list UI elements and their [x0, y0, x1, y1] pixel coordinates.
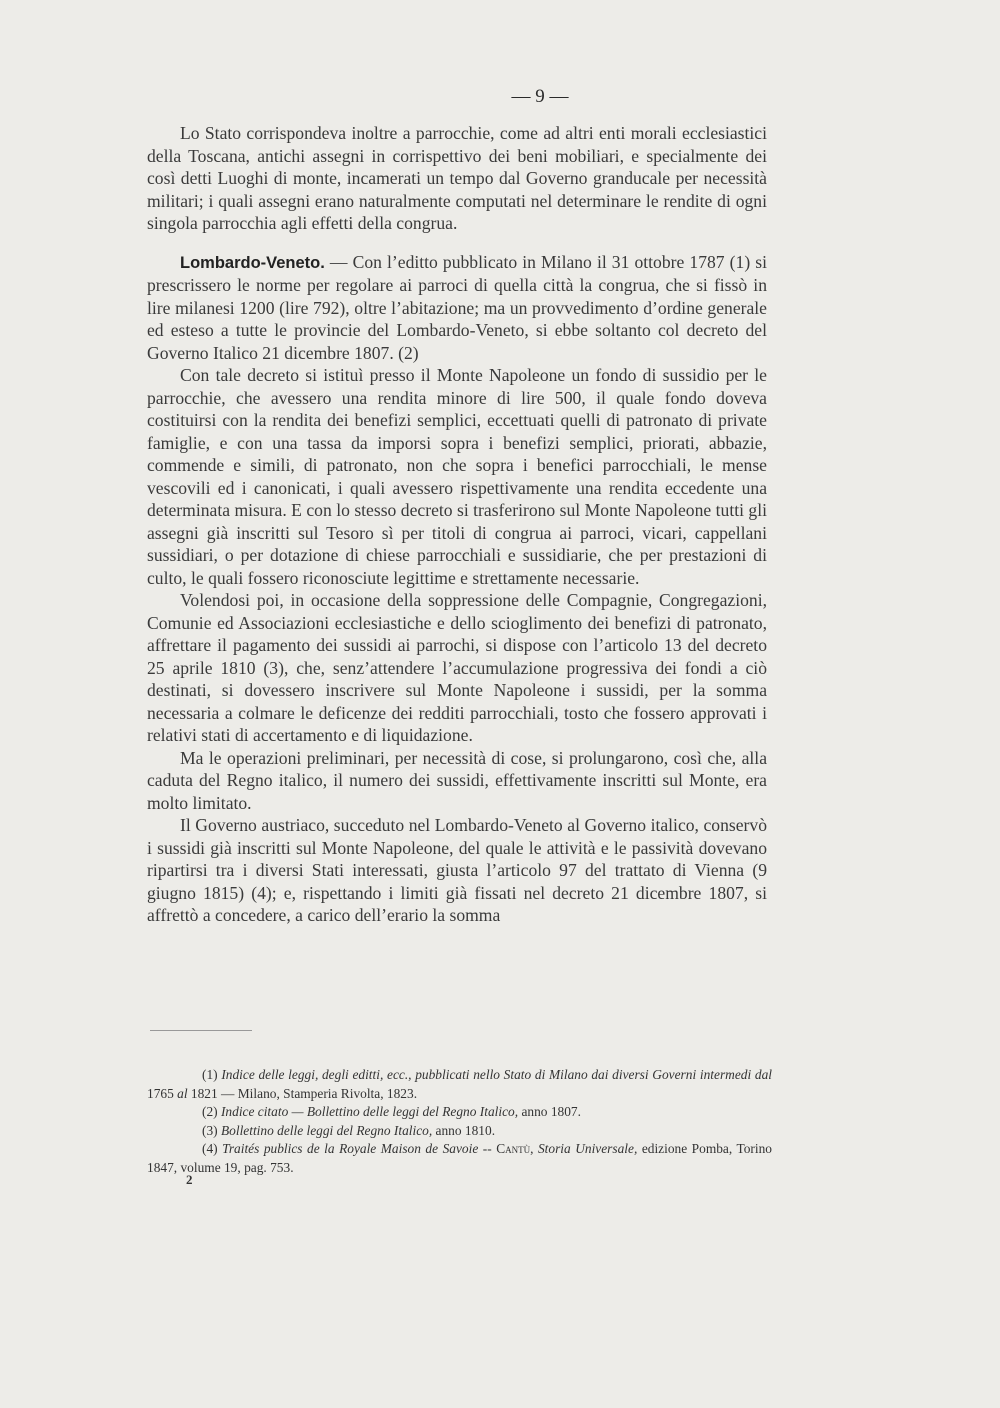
paragraph-monte-napoleone: Con tale decreto si istituì presso il Monte Napoleone un fondo di sussidio per le parrocchie, che avessero una rendita minore di lire 500, il quale fondo doveva costituirsi con la rendita dei benefizi semplici, eccettuati quelli di patronato di private famiglie, e con una tassa da imporsi sopra i benefizi semplici, priorati, abbazie, commende e simili, di patronato, non che sopra i benefici parrocchiali, le mense vescovili ed i canonicati, i quali avessero rispettivamente una rendita eccedente una determinata misura. E con lo stesso decreto si trasferirono sul Monte Napoleone tutti gli assegni già inscritti sul Tesoro sì per titoli di congrua ai parroci, vicari, cappellani sussidiari, o per dotazione di chiese parrocchiali e sussidiarie, che per prestazioni di culto, le quali fossero riconosciute legittime e strettamente necessarie. — [147, 365, 767, 588]
footnote-text: edizione Pomba, Torino 1847, volume 19, pag. 753. — [147, 1141, 772, 1175]
page-number: — 9 — — [511, 86, 569, 107]
footnote-text: -- — [478, 1141, 497, 1156]
footnote-mark: (1) — [202, 1067, 222, 1082]
footnote-title: Traités publics de la Royale Maison de Savoie — [222, 1141, 479, 1156]
signature-mark: 2 — [186, 1172, 193, 1187]
footnotes — [147, 1066, 772, 1177]
footnote-mark: (2) — [202, 1104, 221, 1119]
body-text — [147, 122, 767, 927]
footnote-title: Storia Universale, — [533, 1141, 638, 1156]
footnote-3 — [147, 1122, 772, 1141]
paragraph-lombardo-veneto — [147, 251, 767, 365]
paragraph-soppressione: Volendosi poi, in occasione della soppressione delle Compagnie, Congregazioni, Comunie ed Associazioni ecclesiastiche e dello scioglimento dei benefizi di patronato, affrettare il pagamento dei sussidi ai parrochi, si dispose con l’articolo 13 del decreto 25 aprile 1810 (3), che, senz’attendere l’accumulazione progressiva dei fondi a ciò destinati, si dovessero inscrivere sul Monte Napoleone i sussidi, per la somma necessaria a colmare le deficenze dei redditi parrocchiali, tosto che fossero approvati i relativi stati di accertamento e di liquidazione. — [147, 590, 767, 745]
footnote-divider — [150, 1030, 252, 1031]
paragraph-governo-austriaco: Il Governo austriaco, succeduto nel Lombardo-Veneto al Governo italico, conservò i sussidi già inscritti sul Monte Napoleone, del quale le attività e le passività dovevano ripartirsi tra i diversi Stati interessati, giusta l’articolo 97 del trattato di Vienna (9 giugno 1815) (4); e, rispettando i limiti già fissati nel decreto 21 dicembre 1807, si affrettò a concedere, a carico dell’erario la somma — [147, 815, 767, 925]
footnote-author: Cantù, — [496, 1141, 534, 1156]
paragraph-operazioni: Ma le operazioni preliminari, per necessità di cose, si prolungarono, così che, alla caduta del Regno italico, il numero dei sussidi, effettivamente inscritti sul Monte, era molto limitato. — [147, 747, 767, 813]
footnote-text: anno 1810. — [432, 1122, 496, 1138]
section-title: Lombardo-Veneto. — [180, 253, 325, 272]
footnote-title: Indice delle leggi, degli editti, ecc., pubblicati nello Stato di Milano dai diversi Governi intermedi dal — [221, 1067, 772, 1082]
footnote-4 — [147, 1140, 772, 1177]
footnote-mark: (4) — [202, 1141, 223, 1156]
footnote-2 — [147, 1103, 772, 1122]
footnote-text: anno 1807. — [518, 1104, 581, 1119]
footnote-1 — [147, 1066, 772, 1103]
paragraph-text: — Con l’editto pubblicato in Milano il 31 ottobre 1787 (1) si prescrissero le norme per regolare ai parroci di quella città la congrua, che si fissò in lire milanesi 1200 (lire 792), oltre l’abitazione; ma un provvedimento d’ordine generale ed esteso a tutte le provincie del Lombardo-Veneto, si ebbe soltanto col decreto del Governo Italico 21 dicembre 1807. (2) — [147, 251, 767, 363]
footnote-title: Bollettino delle leggi del Regno Italico, — [220, 1122, 433, 1138]
footnote-title: Indice citato — Bollettino delle leggi del Regno Italico, — [220, 1104, 519, 1119]
footnote-mark: (3) — [202, 1122, 221, 1138]
footnote-text-italic: al — [177, 1085, 188, 1101]
paragraph-toscana: Lo Stato corrispondeva inoltre a parrocchie, come ad altri enti morali ecclesiastici della Toscana, antichi assegni in corrispettivo dei beni mobiliari, e specialmente dei così detti Luoghi di monte, incamerati un tempo dal Governo granducale per necessità militari; i quali assegni erano naturalmente computati nel determinare le rendite di ogni singola parrocchia agli effetti della congrua. — [147, 123, 767, 233]
footnote-text: 1821 — Milano, Stamperia Rivolta, 1823. — [187, 1085, 418, 1101]
footnote-text: 1765 — [147, 1085, 178, 1101]
